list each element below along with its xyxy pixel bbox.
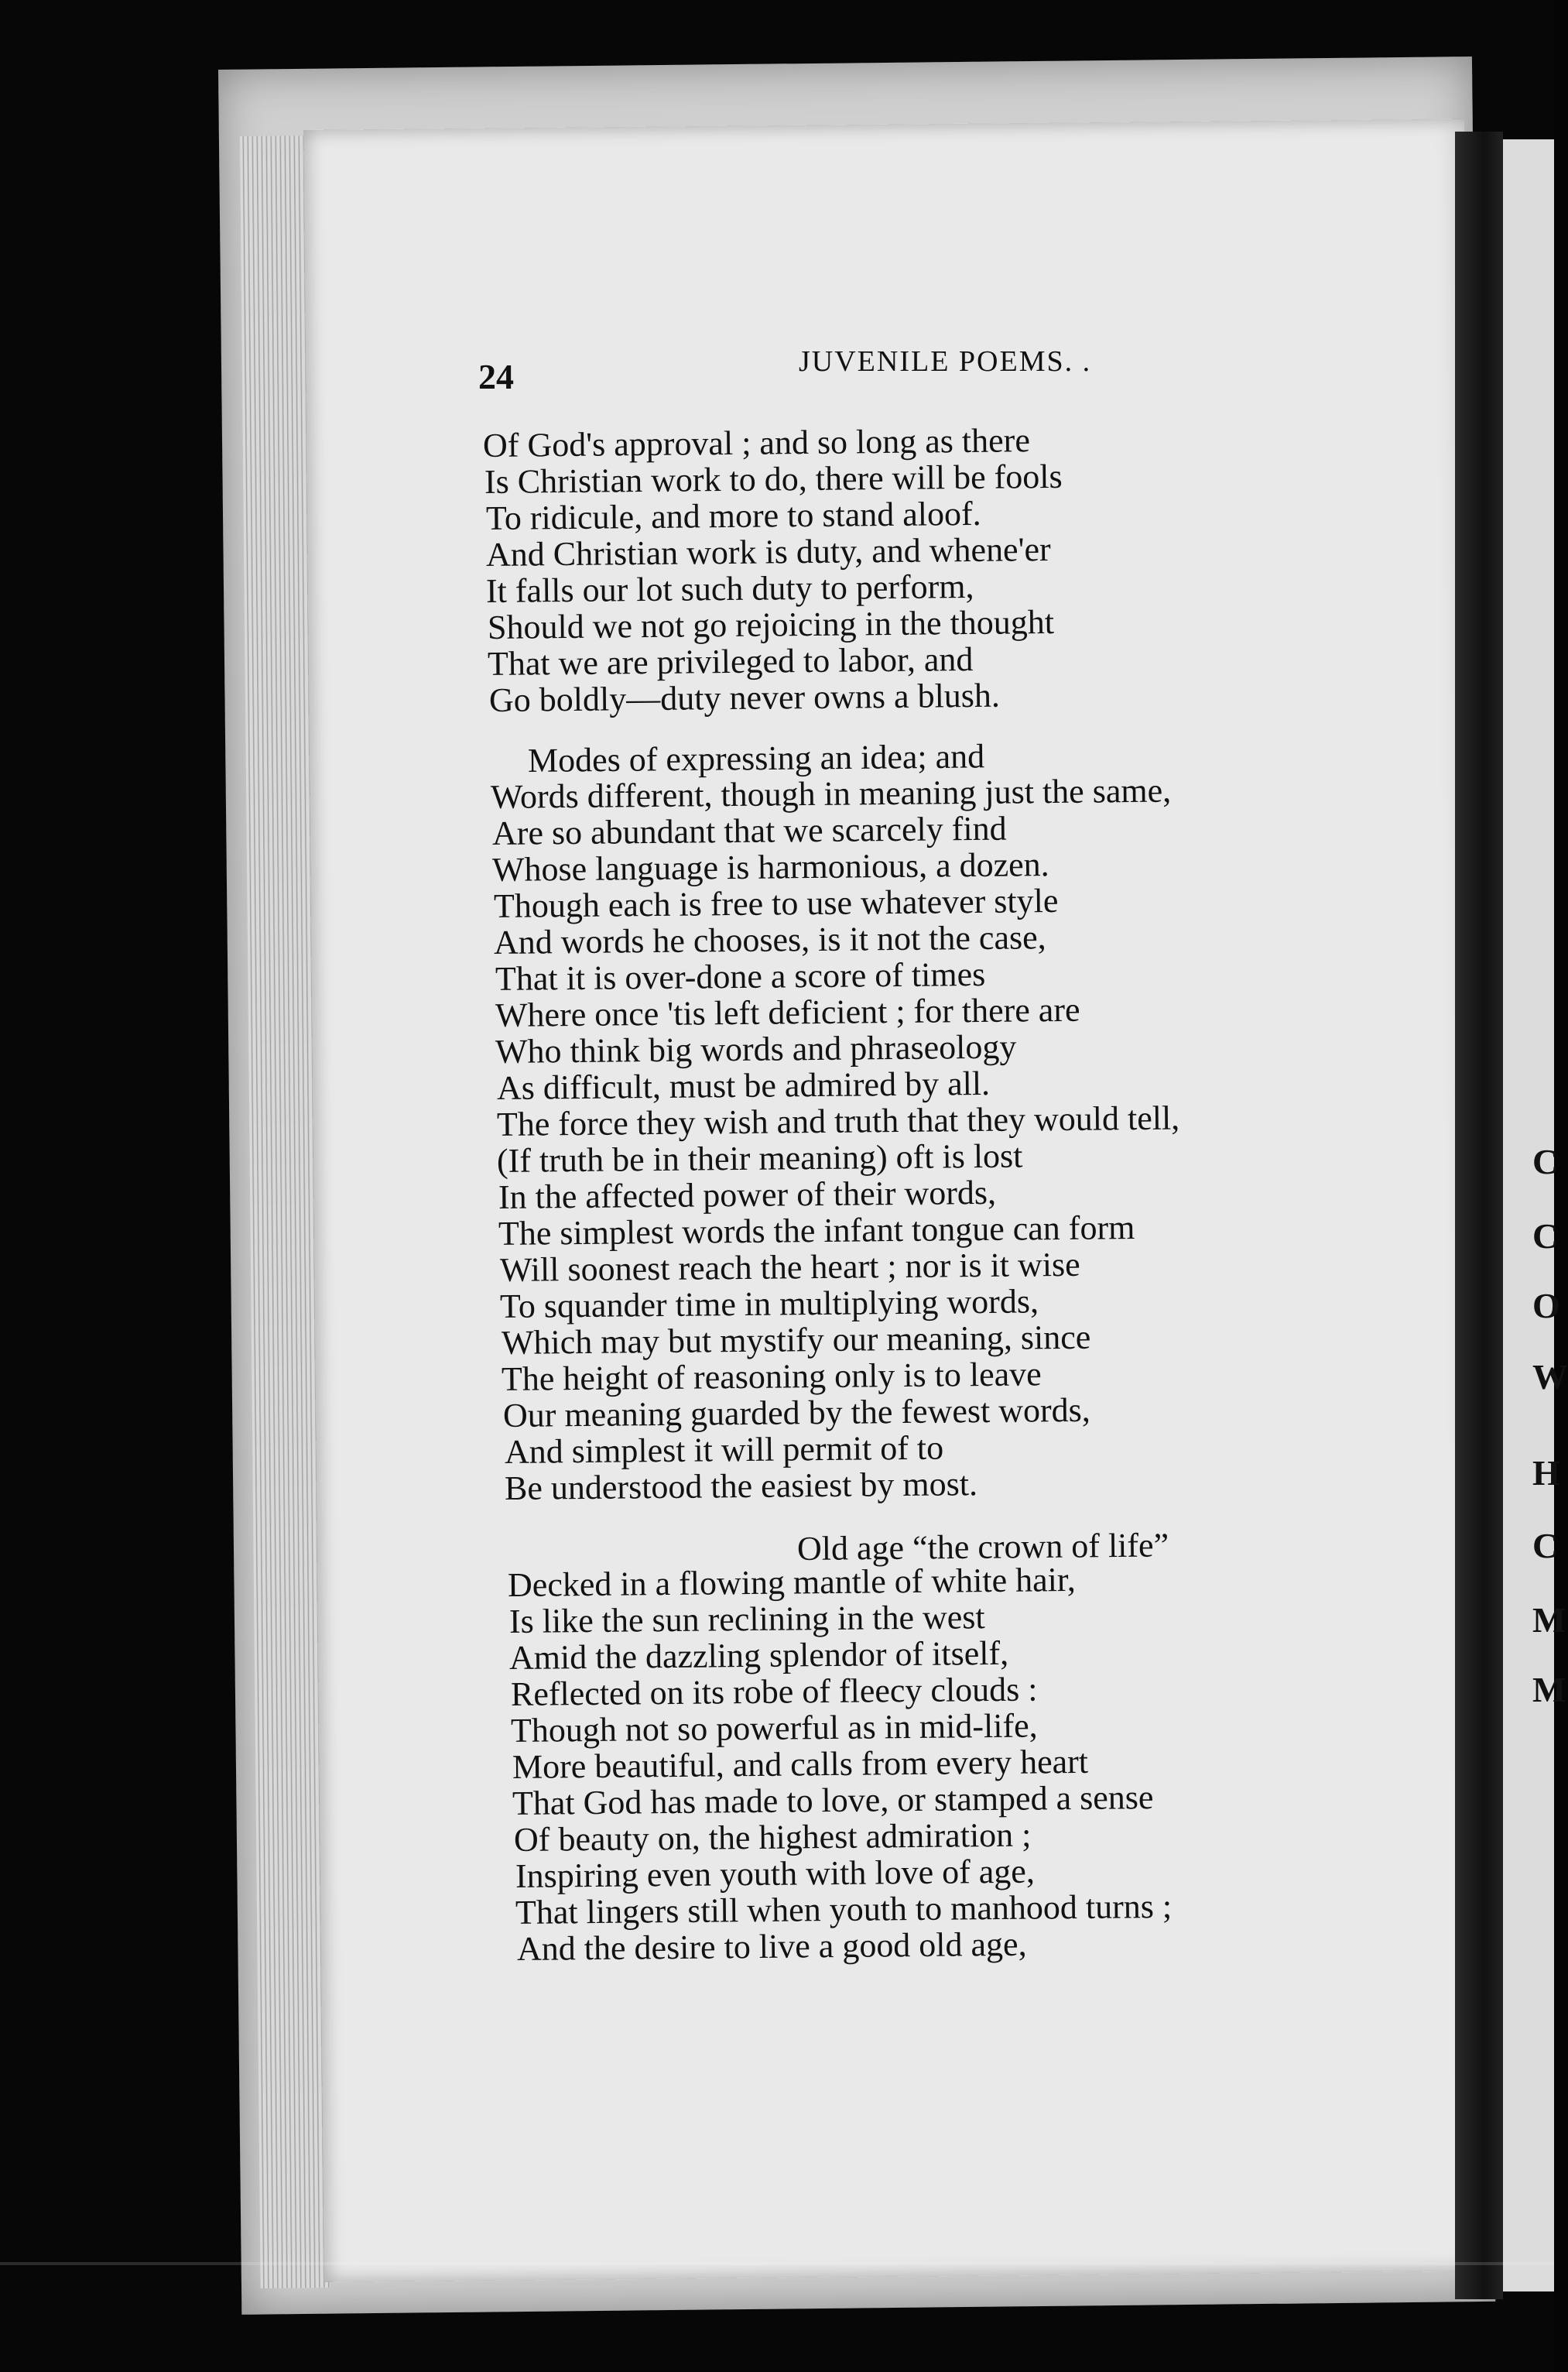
poem-line: Which may but mystify our meaning, since bbox=[501, 1318, 1091, 1362]
poem-line: That God has made to love, or stamped a sense bbox=[512, 1778, 1154, 1822]
poem-line: Amid the dazzling splendor of itself, bbox=[508, 1633, 1009, 1677]
poem-line: Is Christian work to do, there will be fools bbox=[484, 457, 1063, 501]
poem-line: That we are privileged to labor, and bbox=[487, 639, 974, 683]
poem-line: Be understood the easiest by most. bbox=[504, 1465, 978, 1507]
adjacent-page-letter: C bbox=[1532, 1216, 1559, 1256]
poem-line: Though not so powerful as in mid-life, bbox=[510, 1706, 1038, 1750]
poem-line: Old age “the crown of life” bbox=[796, 1526, 1169, 1568]
poem-line: Modes of expressing an idea; and bbox=[527, 737, 985, 780]
poem-line: Is like the sun reclining in the west bbox=[508, 1598, 985, 1640]
poem-line: As difficult, must be admired by all. bbox=[496, 1064, 991, 1107]
poem-line: Words different, though in meaning just the same, bbox=[490, 771, 1172, 816]
poem-line: Decked in a flowing mantle of white hair, bbox=[507, 1560, 1076, 1604]
poem-line: Are so abundant that we scarcely find bbox=[491, 809, 1007, 852]
poem-line: Should we not go rejoicing in the thought bbox=[487, 602, 1055, 646]
adjacent-page bbox=[1503, 139, 1554, 2291]
poem-line: Go boldly—duty never owns a blush. bbox=[488, 676, 1001, 719]
poem-line: That it is over-done a score of times bbox=[495, 955, 986, 998]
poem-line: It falls our lot such duty to perform, bbox=[485, 567, 974, 610]
poem-line: And Christian work is duty, and whene'er bbox=[485, 530, 1051, 574]
adjacent-page-letter: C bbox=[1532, 1142, 1559, 1181]
poem-line: Whose language is harmonious, a dozen. bbox=[491, 845, 1049, 889]
poem-line: Of God's approval ; and so long as there bbox=[482, 421, 1031, 464]
adjacent-page-letter: O bbox=[1532, 1286, 1560, 1325]
poem-line: Our meaning guarded by the fewest words, bbox=[502, 1390, 1090, 1435]
poem-line: That lingers still when youth to manhood turns ; bbox=[515, 1887, 1173, 1932]
scan-artifact-line bbox=[0, 2262, 1554, 2265]
poem-line: (If truth be in their meaning) oft is lost bbox=[496, 1136, 1023, 1180]
poem-line: To ridicule, and more to stand aloof. bbox=[485, 494, 981, 537]
adjacent-page-letter: C bbox=[1532, 1526, 1559, 1565]
poem-line: Reflected on its robe of fleecy clouds : bbox=[510, 1670, 1038, 1713]
poem-line: And words he chooses, is it not the case, bbox=[493, 918, 1046, 961]
book-gutter bbox=[1455, 132, 1503, 2299]
poem-line: Though each is free to use whatever style bbox=[493, 881, 1059, 925]
poem-line: To squander time in multiplying words, bbox=[499, 1282, 1039, 1325]
poem-line: The height of reasoning only is to leave bbox=[501, 1355, 1042, 1398]
adjacent-page-letter: M bbox=[1532, 1670, 1566, 1709]
adjacent-page-letter: W bbox=[1532, 1357, 1568, 1397]
poem-line: In the affected power of their words, bbox=[498, 1173, 997, 1216]
poem-line: And the desire to live a good old age, bbox=[516, 1925, 1027, 1968]
page-number: 24 bbox=[478, 357, 514, 396]
poem-line: Where once 'tis left deficient ; for there are bbox=[495, 990, 1080, 1034]
poem-line: Of beauty on, the highest admiration ; bbox=[513, 1815, 1032, 1859]
poem-line: Inspiring even youth with love of age, bbox=[515, 1852, 1036, 1895]
running-head: JUVENILE POEMS. . bbox=[799, 345, 1092, 378]
poem-line: More beautiful, and calls from every heart bbox=[512, 1742, 1089, 1786]
adjacent-page-letter: H bbox=[1532, 1453, 1560, 1493]
poem-line: The simplest words the infant tongue can form bbox=[498, 1208, 1135, 1253]
poem-line: The force they wish and truth that they would tell, bbox=[496, 1099, 1180, 1143]
poem-line: And simplest it will permit of to bbox=[504, 1428, 944, 1471]
poem-line: Will soonest reach the heart ; nor is it wise bbox=[499, 1245, 1080, 1289]
poem-line: Who think big words and phraseology bbox=[495, 1027, 1017, 1071]
adjacent-page-letter: M bbox=[1532, 1600, 1566, 1640]
